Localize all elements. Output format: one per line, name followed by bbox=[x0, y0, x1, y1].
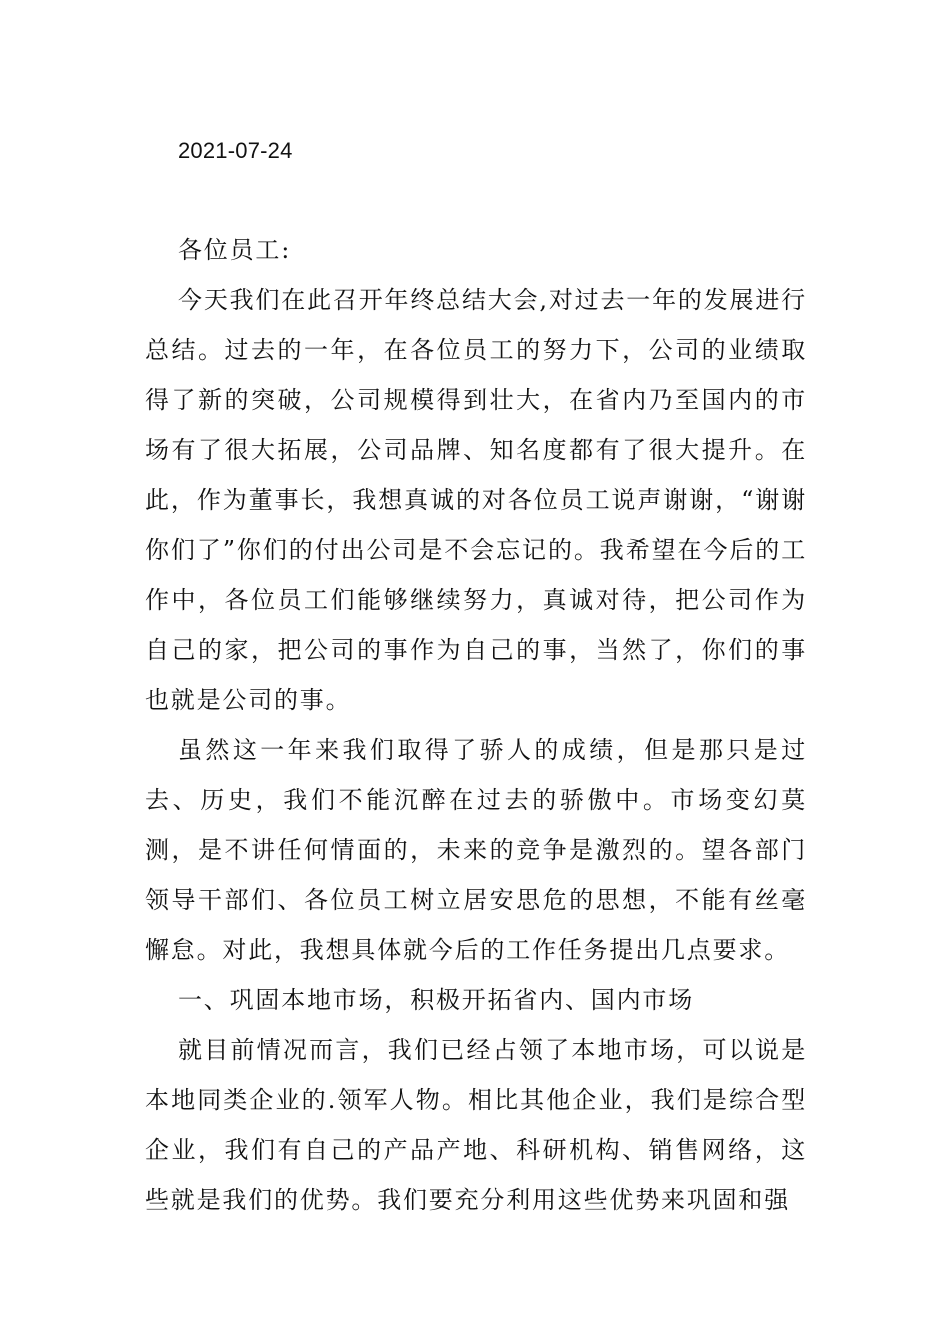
section-heading-1: 一、巩固本地市场，积极开拓省内、国内市场 bbox=[178, 986, 694, 1014]
greeting: 各位员工: bbox=[178, 236, 292, 264]
document-date: 2021-07-24 bbox=[178, 138, 293, 163]
document-body bbox=[145, 225, 807, 1225]
paragraph-2: 虽然这一年来我们取得了骄人的成绩，但是那只是过去、历史，我们不能沉醉在过去的骄傲中。市场变幻莫测，是不讲任何情面的，未来的竞争是激烈的。望各部门领导干部们、各位员工树立居安思危的思想，不能有丝毫懈怠。对此，我想具体就今后的工作任务提出几点要求。 bbox=[145, 736, 807, 964]
paragraph-1: 今天我们在此召开年终总结大会,对过去一年的发展进行总结。过去的一年，在各位员工的努力下，公司的业绩取得了新的突破，公司规模得到壮大，在省内乃至国内的市场有了很大拓展，公司品牌、知名度都有了很大提升。在此，作为董事长，我想真诚的对各位员工说声谢谢，“谢谢你们了”你们的付出公司是不会忘记的。我希望在今后的工作中，各位员工们能够继续努力，真诚对待，把公司作为自己的家，把公司的事作为自己的事，当然了，你们的事也就是公司的事。 bbox=[145, 286, 807, 714]
paragraph-3: 就目前情况而言，我们已经占领了本地市场，可以说是本地同类企业的.领军人物。相比其他企业，我们是综合型企业，我们有自己的产品产地、科研机构、销售网络，这些就是我们的优势。我们要充分利用这些优势来巩固和强 bbox=[145, 1036, 807, 1214]
